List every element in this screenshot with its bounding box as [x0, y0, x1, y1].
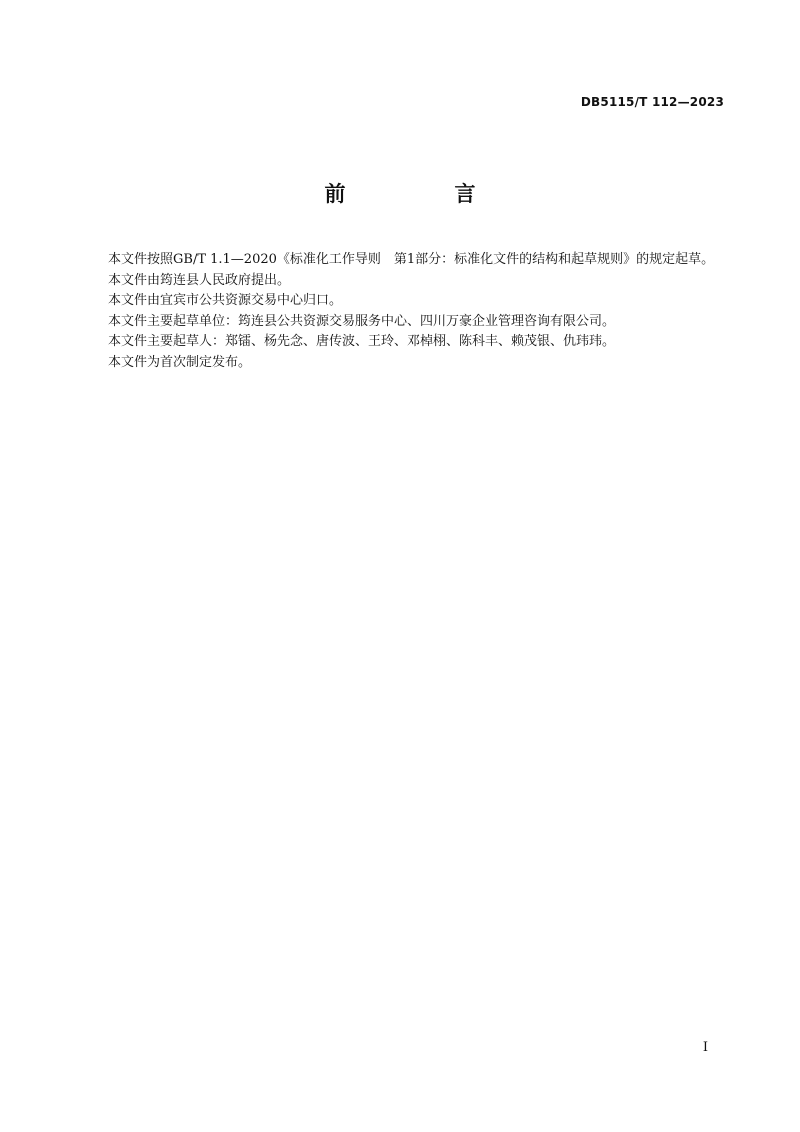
- paragraph-responsible-unit: 本文件由宜宾市公共资源交易中心归口。: [108, 293, 343, 309]
- foreword-body: [82, 250, 724, 374]
- paragraph-proposer: 本文件由筠连县人民政府提出。: [108, 272, 291, 288]
- paragraph-first-release: 本文件为首次制定发布。: [108, 354, 252, 370]
- paragraph-drafting-basis: 本文件按照GB/T 1.1—2020《标准化工作导则 第1部分：标准化文件的结构和起草规则》的规定起草。: [108, 252, 715, 267]
- document-code: DB5115/T 112—2023: [580, 95, 724, 109]
- paragraph-drafting-units: 本文件主要起草单位：筠连县公共资源交易服务中心、四川万豪企业管理咨询有限公司。: [108, 313, 616, 329]
- page-number: I: [702, 1040, 708, 1055]
- paragraph-drafters: 本文件主要起草人：郑镭、杨先念、唐传波、王玲、邓棹栩、陈科丰、赖茂银、仇玮玮。: [108, 334, 616, 350]
- page-title: 前 言: [324, 182, 520, 206]
